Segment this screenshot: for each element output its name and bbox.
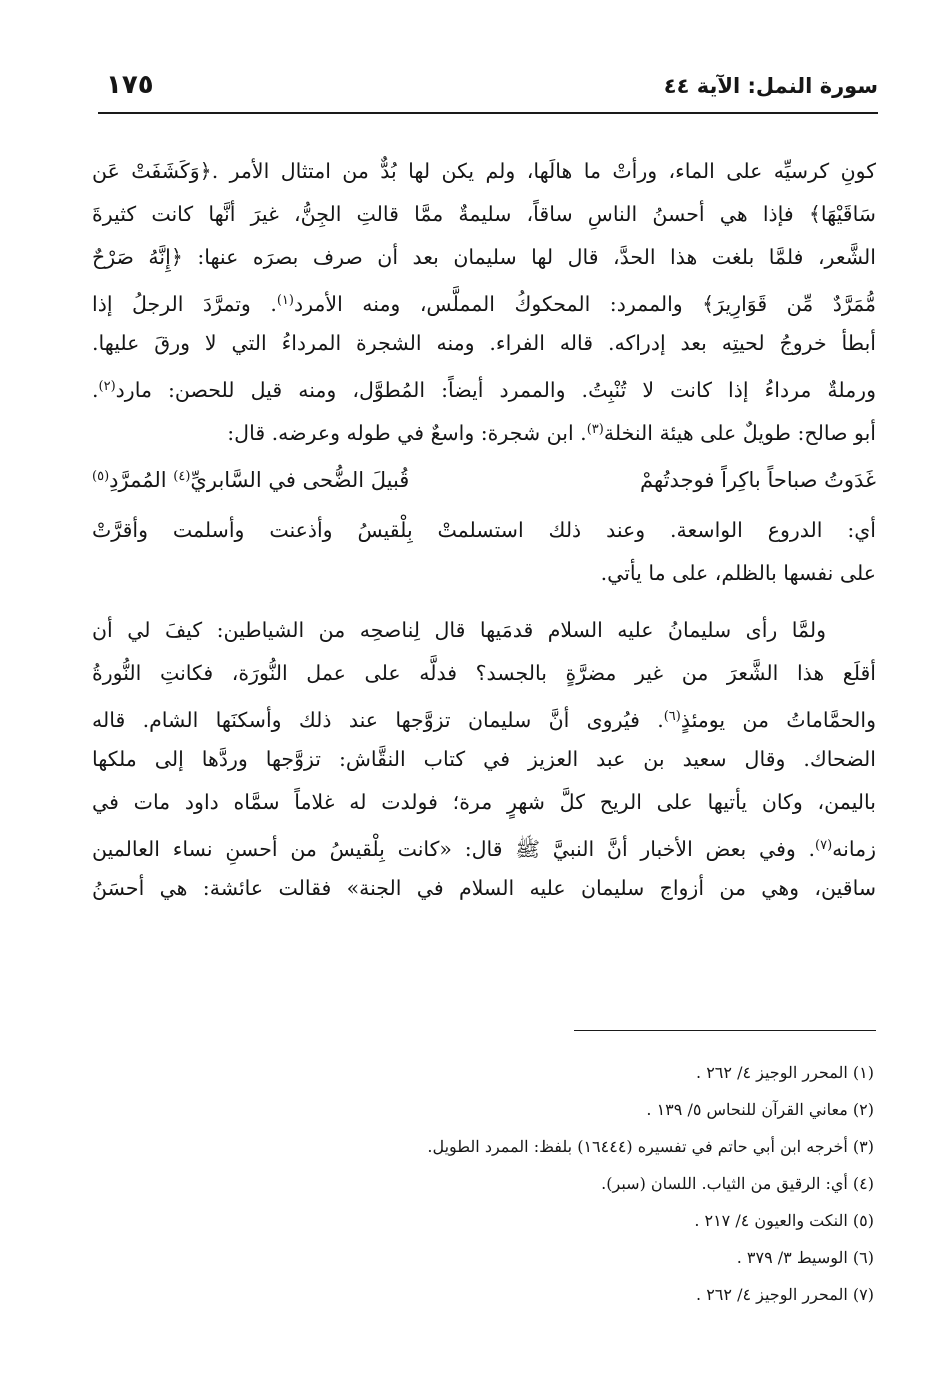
text-line: أقلَع هذا الشَّعرَ من غير مضرَّةٍ بالجسد؟ فدلَّه على عمل النُّورَة، فكانتِ النُّورةُ <box>92 661 876 685</box>
text-line: ورملةٌ مرداءُ إذا كانت لا تُنْبِتُ. والممرد أيضاً: المُطوَّل، ومنه قيل للحصن: مارد$^{(٢)}$. <box>92 378 876 402</box>
text-line: على نفسها بالظلم، على ما يأتي. <box>600 561 876 585</box>
text-line: ساقين، وهي من أزواج سليمان عليه السلام في الجنة» فقالت عائشة: هي أحسَنُ <box>92 876 876 900</box>
paragraph-gap <box>92 595 876 609</box>
page-header <box>98 70 878 114</box>
footnote-separator <box>574 1030 876 1031</box>
poetry-verse <box>92 451 876 509</box>
footnote-ref: (٣) <box>586 422 604 437</box>
main-text <box>92 150 876 910</box>
footnote: (١) المحرر الوجيز ٤/ ٢٦٢ . <box>696 1063 874 1082</box>
text-line: باليمن، وكان يأتيها على الريح كلَّ شهرٍ مرة؛ فولدت له غلاماً سمَّاه داود مات في <box>92 790 876 814</box>
footnote: (٧) المحرر الوجيز ٤/ ٢٦٢ . <box>696 1285 874 1304</box>
text-line: أبطأ خروجُ لحيتِه بعد إدراكه. قاله الفراء. ومنه الشجرة المرداءُ التي لا ورقَ عليها. <box>92 331 876 355</box>
text-line: سَاقَيْهَا﴾ فإذا هي أحسنُ الناسِ ساقاً، سليمةٌ ممَّا قالتِ الجِنُّ، غيرَ أنَّها كانت كثيرةَ <box>92 202 876 226</box>
footnote: (٤) أي: الرقيق من الثياب. اللسان (سبر). <box>601 1174 874 1193</box>
text-line: أي: الدروع الواسعة. وعند ذلك استسلمتْ بِلْقيسُ وأذعنت وأسلمت وأقرَّتْ <box>92 518 876 542</box>
text-line: أبو صالح: طويلٌ على هيئة النخلة$^{(٣)}$. ابن شجرة: واسعٌ في طوله وعرضه. قال: <box>227 421 876 445</box>
footnote: (٢) معاني القرآن للنحاس ٥/ ١٣٩ . <box>646 1100 874 1119</box>
header-rule <box>98 112 878 114</box>
verse-hemistich-second: قُبيلَ الضُّحى في السَّابريِّ$^{(٤)}$ المُمرَّدِ$^{(٥)}$ <box>92 468 410 492</box>
text-line: مُّمَرَّدٌ مِّن قَوَارِيرَ﴾ والممرد: المحكوكُ المملَّس، ومنه الأمرد$^{(١)}$. وتمرَّدَ الرجلُ إذا <box>92 292 877 316</box>
footnote: (٥) النكت والعيون ٤/ ٢١٧ . <box>694 1211 874 1230</box>
footnote-ref: (٢) <box>98 379 116 394</box>
footnotes <box>94 1054 874 1313</box>
text-line: ولمَّا رأى سليمانُ عليه السلام قدمَيها قال لِناصحِه من الشياطين: كيفَ لي أن <box>92 618 826 642</box>
footnote-ref: (٦) <box>663 709 681 724</box>
footnote-ref: (١) <box>276 293 294 308</box>
verse-hemistich-first: غَدَوتُ صباحاً باكِراً فوجدتُهمْ <box>640 468 876 492</box>
footnote-ref: (٧) <box>815 838 833 853</box>
page-number: ١٧٥ <box>106 70 154 100</box>
text-line: والحمَّاماتُ من يومئذٍ$^{(٦)}$. فيُروى أنَّ سليمان تزوَّجها عند ذلك وأسكنَها الشام. قاله <box>92 708 876 732</box>
running-title: سورة النمل: الآية ٤٤ <box>663 74 878 98</box>
footnote: (٦) الوسيط ٣/ ٣٧٩ . <box>736 1248 874 1267</box>
footnote: (٣) أخرجه ابن أبي حاتم في تفسيره (١٦٤٤٤) بلفظ: الممرد الطويل. <box>427 1137 874 1156</box>
text-line: كونِ كرسيِّه على الماء، ورأتْ ما هالَها، ولم يكن لها بُدٌّ من امتثال الأمر .﴿وَكَشَفَتْ عَن <box>92 159 876 183</box>
footnote-ref: (٥) <box>92 469 110 484</box>
text-line: الضحاك. وقال سعيد بن عبد العزيز في كتاب النقَّاش: تزوَّجها وردَّها إلى ملكها <box>92 747 876 771</box>
text-line: الشَّعر، فلمَّا بلغت هذا الحدَّ، قال لها سليمان بعد أن صرف بصرَه عنها: ﴿إِنَّهُ صَرْحٌ <box>92 245 876 269</box>
footnote-ref: (٤) <box>173 469 191 484</box>
text-line: زمانه$^{(٧)}$. وفي بعض الأخبار أنَّ النبيَّ ﷺ قال: «كانت بِلْقيسُ من أحسنِ نساء العالمين <box>92 837 876 861</box>
